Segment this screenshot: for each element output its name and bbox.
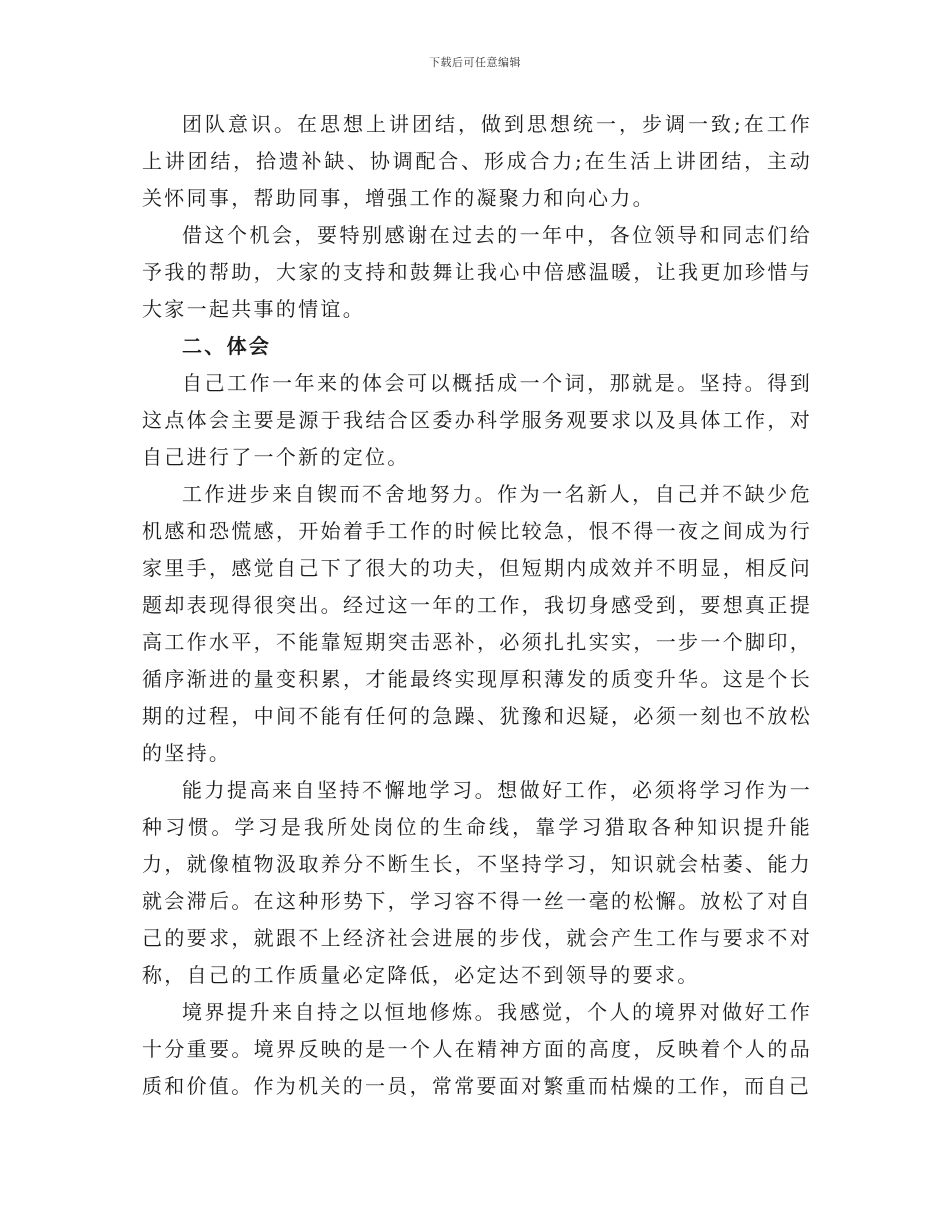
paragraph-team-awareness: 团队意识。在思想上讲团结，做到思想统一，步调一致;在工作上讲团结，拾遗补缺、协调配合、形成合力;在生活上讲团结，主动关怀同事，帮助同事，增强工作的凝聚力和向心力。 bbox=[142, 112, 812, 210]
paragraph-thanks: 借这个机会，要特别感谢在过去的一年中，各位领导和同志们给予我的帮助，大家的支持和鼓舞让我心中倍感温暖，让我更加珍惜与大家一起共事的情谊。 bbox=[142, 223, 812, 321]
paragraph-ability-learning: 能力提高来自坚持不懈地学习。想做好工作，必须将学习作为一种习惯。学习是我所处岗位的生命线，靠学习猎取各种知识提升能力，就像植物汲取养分不断生长，不坚持学习，知识就会枯萎、能力就会滞后。在这种形势下，学习容不得一丝一毫的松懈。放松了对自己的要求，就跟不上经济社会进展的步伐，就会产生工作与要求不对称，自己的工作质量必定降低，必定达不到领导的要求。 bbox=[142, 778, 812, 987]
document-body bbox=[142, 106, 812, 1105]
section-heading-experience: 二、体会 bbox=[182, 334, 272, 358]
paragraph-work-progress: 工作进步来自锲而不舍地努力。作为一名新人，自己并不缺少危机感和恐慌感，开始着手工作的时候比较急，恨不得一夜之间成为行家里手，感觉自己下了很大的功夫，但短期内成效并不明显，相反问题却表现得很突出。经过这一年的工作，我切身感受到，要想真正提高工作水平，不能靠短期突击恶补，必须扎扎实实，一步一个脚印，循序渐进的量变积累，才能最终实现厚积薄发的质变升华。这是个长期的过程，中间不能有任何的急躁、犹豫和迟疑，必须一刻也不放松的坚持。 bbox=[142, 482, 812, 765]
paragraph-experience-summary: 自己工作一年来的体会可以概括成一个词，那就是。坚持。得到这点体会主要是源于我结合区委办科学服务观要求以及具体工作，对自己进行了一个新的定位。 bbox=[142, 371, 812, 469]
paragraph-realm-cultivation: 境界提升来自持之以恒地修炼。我感觉，个人的境界对做好工作十分重要。境界反映的是一个人在精神方面的高度，反映着个人的品质和价值。作为机关的一员，常常要面对繁重而枯燥的工作，而自己 bbox=[142, 1000, 812, 1098]
page-header: 下载后可任意编辑 bbox=[429, 56, 521, 69]
